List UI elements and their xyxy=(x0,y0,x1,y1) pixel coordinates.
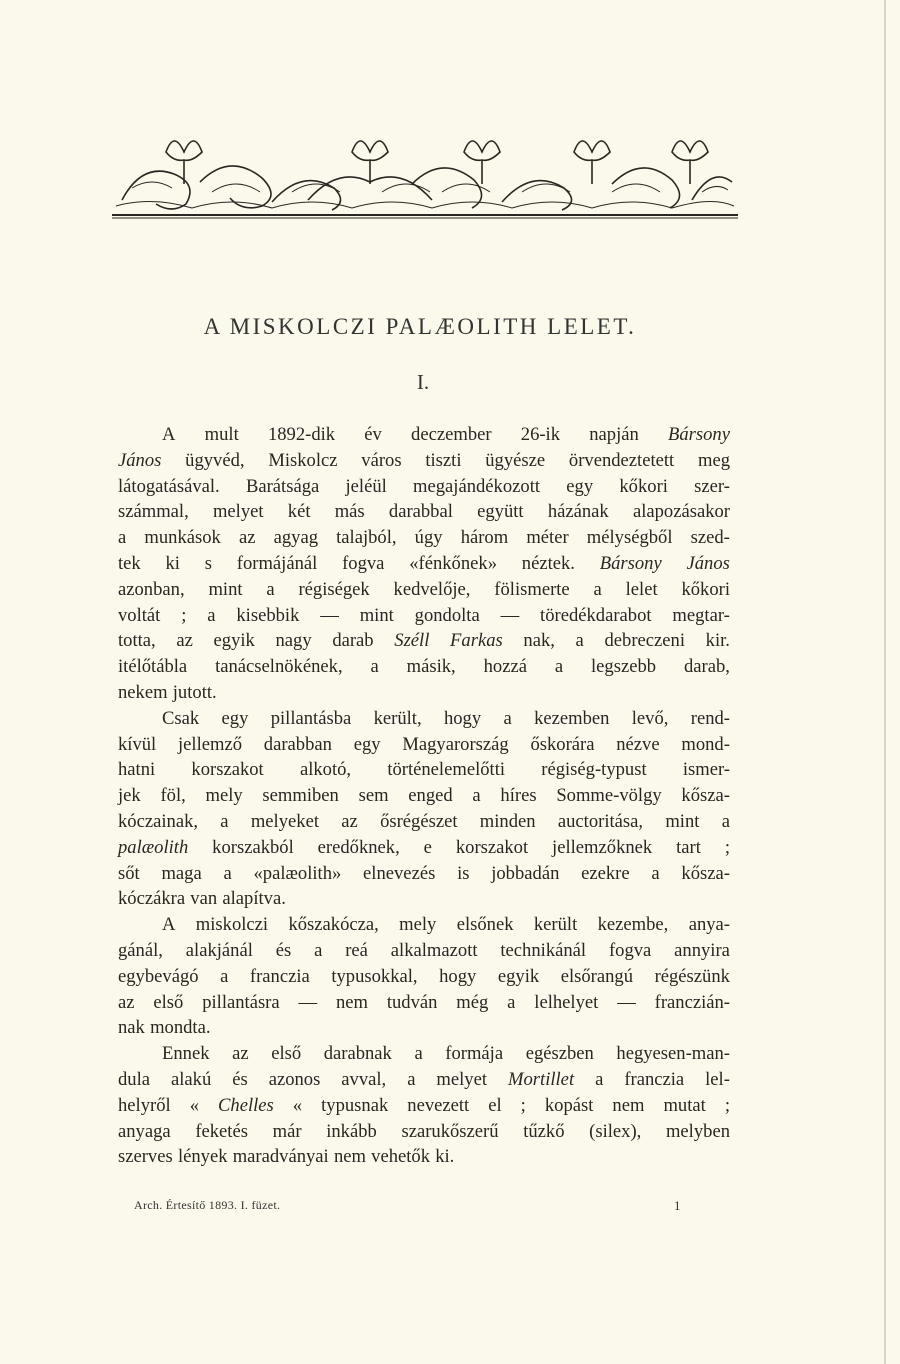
word: azonban, xyxy=(118,578,185,600)
word: kősza- xyxy=(681,862,730,884)
word: szarukőszerű xyxy=(401,1120,499,1142)
word: tudván xyxy=(386,991,438,1013)
word: régiség-typust xyxy=(541,759,647,781)
word: darab xyxy=(332,630,374,652)
word: agyag xyxy=(273,527,318,549)
word: Magyarország xyxy=(402,733,509,755)
word: őskorára xyxy=(530,733,595,755)
word: mint xyxy=(665,810,700,832)
word: alakú xyxy=(170,1068,212,1090)
word: tiszti xyxy=(425,449,462,471)
word: «palæolith» xyxy=(253,862,342,884)
word: szer- xyxy=(694,475,730,497)
italic-word: Chelles xyxy=(218,1094,274,1116)
word: egyik xyxy=(213,630,255,652)
word: ügyvéd, xyxy=(185,449,245,471)
word: kezemben xyxy=(534,707,610,729)
word: 26-ik xyxy=(520,424,561,445)
word: fölismerte xyxy=(494,578,570,600)
word: került, xyxy=(373,707,422,729)
word: megajándékozott xyxy=(413,475,541,497)
word: mely xyxy=(205,785,243,807)
text-line xyxy=(118,474,730,500)
word: a xyxy=(507,991,516,1013)
word: a xyxy=(651,862,660,884)
word: tűzkő xyxy=(523,1120,565,1142)
word: ki. xyxy=(435,1146,455,1168)
footer-source: Arch. Értesítő 1893. I. füzet. xyxy=(134,1198,281,1212)
word: föl, xyxy=(160,785,186,807)
text-line xyxy=(118,938,730,964)
word: melyben xyxy=(665,1120,730,1142)
word: voltát xyxy=(118,604,161,626)
word: eredőknek, xyxy=(317,836,400,858)
word: örvendeztetett xyxy=(568,449,675,471)
word: régészünk xyxy=(654,965,730,987)
word: jek xyxy=(118,785,141,807)
word: hatni xyxy=(118,759,156,781)
word: deczember xyxy=(411,424,492,445)
text-line xyxy=(118,1067,730,1093)
word: mélységből xyxy=(586,527,673,549)
word: egy xyxy=(221,707,249,729)
word: lel- xyxy=(705,1068,730,1090)
word: lelet xyxy=(625,578,658,600)
word: a xyxy=(207,604,216,626)
word: nak xyxy=(118,1017,145,1039)
word: avval, xyxy=(341,1068,387,1090)
word: mult xyxy=(204,424,239,445)
word: alkalmazott xyxy=(390,939,478,961)
text-line xyxy=(118,809,730,835)
text-line xyxy=(118,886,730,912)
word: ezekre xyxy=(581,862,630,884)
word: feketés xyxy=(195,1120,248,1142)
text-line xyxy=(118,861,730,887)
word: kőkori xyxy=(681,578,730,600)
word: mint xyxy=(359,604,394,626)
word: még xyxy=(456,991,489,1013)
text-line xyxy=(118,499,730,525)
text-line xyxy=(118,990,730,1016)
word: szed- xyxy=(690,527,730,549)
word: miskolczi xyxy=(195,914,269,936)
word: kir. xyxy=(705,630,730,652)
word: méter xyxy=(526,527,569,549)
word: és xyxy=(232,1068,248,1090)
word: fogva xyxy=(608,939,652,961)
word: a xyxy=(407,1068,416,1090)
word: ügyésze xyxy=(485,449,546,471)
word: és xyxy=(275,939,292,961)
word: alakjánál xyxy=(185,939,253,961)
word: két xyxy=(287,501,311,523)
word: Ennek xyxy=(162,1043,210,1065)
word: azonos xyxy=(268,1068,321,1090)
page-number: 1 xyxy=(674,1198,681,1213)
word: tanácselnökének, xyxy=(215,656,343,678)
paragraph xyxy=(118,1041,730,1170)
word: a xyxy=(595,1068,604,1090)
word: egy xyxy=(566,475,594,497)
word: maga xyxy=(161,862,202,884)
text-line xyxy=(118,1041,730,1067)
word: az xyxy=(118,991,135,1013)
word: franczia xyxy=(249,965,310,987)
word: totta, xyxy=(118,630,156,652)
word: a xyxy=(472,785,481,807)
word: dula xyxy=(118,1068,151,1090)
word: talajból, xyxy=(336,527,397,549)
word: az xyxy=(232,1043,249,1065)
word: egybevágó xyxy=(118,965,199,987)
word: hozzá xyxy=(483,656,527,678)
word: kőkori xyxy=(619,475,668,497)
word: A xyxy=(162,914,176,936)
word: nem xyxy=(335,991,368,1013)
word: ; xyxy=(520,1094,526,1116)
word: a xyxy=(575,630,584,652)
word: történelemelőtti xyxy=(387,759,506,781)
word: másik, xyxy=(406,656,456,678)
word: « xyxy=(292,1094,303,1116)
word: három xyxy=(460,527,509,549)
italic-word: Farkas xyxy=(450,630,503,652)
word: Csak xyxy=(162,707,200,729)
word: pillantásba xyxy=(270,707,352,729)
word: kóczákra xyxy=(118,888,186,910)
word: kősza- xyxy=(681,785,730,807)
word: pillantásra xyxy=(202,991,280,1013)
article-title: A MISKOLCZI PALÆOLITH LELET. xyxy=(203,314,637,339)
word: jellemző xyxy=(178,733,243,755)
word: házának xyxy=(547,501,609,523)
word: typusokkal, xyxy=(331,965,418,987)
word: úgy xyxy=(414,527,443,549)
word: mutat xyxy=(663,1094,706,1116)
word: a xyxy=(220,965,229,987)
article-body xyxy=(118,422,730,1170)
paragraph xyxy=(118,912,730,1041)
word: korszakot xyxy=(455,836,529,858)
word: egy xyxy=(353,733,381,755)
word: fogva xyxy=(342,552,385,574)
word: nem xyxy=(612,1094,645,1116)
word: melyet xyxy=(436,1068,488,1090)
word: lelhelyet xyxy=(534,991,599,1013)
word: nevezett xyxy=(407,1094,470,1116)
text-line xyxy=(118,525,730,551)
word: kezembe, xyxy=(597,914,669,936)
word: a xyxy=(414,1043,423,1065)
word: töredékdarabot xyxy=(540,604,652,626)
text-line xyxy=(118,706,730,732)
italic-word: Széll xyxy=(394,630,430,652)
word: a xyxy=(503,707,512,729)
text-line xyxy=(118,1144,730,1170)
word: formája xyxy=(445,1043,504,1065)
word: anyaga xyxy=(118,1120,171,1142)
text-line xyxy=(118,628,730,654)
word: a xyxy=(554,656,564,678)
word: a xyxy=(223,862,232,884)
italic-word: Bársony xyxy=(667,424,730,445)
word: év xyxy=(364,424,382,445)
word: kőszakócza, xyxy=(288,914,379,936)
word: levő, xyxy=(631,707,669,729)
word: a xyxy=(314,939,323,961)
word: lények xyxy=(177,1146,228,1168)
word: — xyxy=(617,991,636,1013)
word: sőt xyxy=(118,862,140,884)
word: — xyxy=(500,604,520,626)
word: munkások xyxy=(144,527,221,549)
word: maradványai xyxy=(232,1146,329,1168)
word: mondta. xyxy=(150,1017,211,1039)
word: a xyxy=(118,527,127,549)
italic-word: János xyxy=(686,552,730,574)
word: van xyxy=(190,888,218,910)
word: nekem xyxy=(118,681,168,703)
word: elsőnek xyxy=(456,914,514,936)
word: ősrégészet xyxy=(380,810,458,832)
italic-word: palæolith xyxy=(118,836,189,858)
word: rend- xyxy=(690,707,730,729)
word: alapítva. xyxy=(222,888,286,910)
text-line xyxy=(118,551,730,577)
word: Miskolcz xyxy=(268,449,338,471)
word: tek xyxy=(118,552,141,574)
word: a xyxy=(220,810,229,832)
text-line xyxy=(118,964,730,990)
word: itélőtábla xyxy=(118,656,188,678)
word: első xyxy=(153,991,184,1013)
word: nagy xyxy=(275,630,312,652)
italic-word: Bársony xyxy=(599,552,662,574)
paragraph xyxy=(118,706,730,912)
word: Somme-völgy xyxy=(556,785,662,807)
text-line xyxy=(118,757,730,783)
word: sem xyxy=(358,785,389,807)
word: gondolta xyxy=(414,604,480,626)
word: alapozásakor xyxy=(632,501,730,523)
word: mely xyxy=(399,914,437,936)
word: az xyxy=(176,630,193,652)
word: napján xyxy=(589,424,639,445)
word: korszakból xyxy=(212,836,294,858)
word: nézve xyxy=(616,733,660,755)
text-line xyxy=(118,835,730,861)
word: is xyxy=(457,862,470,884)
word: enged xyxy=(408,785,453,807)
word: « xyxy=(189,1094,199,1116)
word: semmiben xyxy=(262,785,339,807)
text-line xyxy=(118,1093,730,1119)
word: alkotó, xyxy=(299,759,352,781)
text-line xyxy=(118,1119,730,1145)
word: elsőrangú xyxy=(560,965,634,987)
word: az xyxy=(341,810,358,832)
word: hogy xyxy=(443,707,482,729)
word: kedvelője, xyxy=(393,578,471,600)
paragraph xyxy=(118,422,730,706)
word: hogy xyxy=(439,965,477,987)
word: ki xyxy=(165,552,180,574)
word: franczia xyxy=(624,1068,685,1090)
word: a xyxy=(721,810,730,832)
text-line xyxy=(118,654,730,680)
word: került xyxy=(533,914,578,936)
word: jeléül xyxy=(345,475,387,497)
word: darabnak xyxy=(323,1043,392,1065)
word: más xyxy=(334,501,365,523)
text-line xyxy=(118,783,730,809)
word: számmal, xyxy=(118,501,189,523)
word: s xyxy=(204,552,212,574)
word: ismer- xyxy=(682,759,730,781)
word: annyira xyxy=(674,939,730,961)
word: Barátsága xyxy=(245,475,320,497)
word: franczián- xyxy=(654,991,730,1013)
word: jobbadán xyxy=(491,862,560,884)
text-line xyxy=(118,732,730,758)
section-number: I. xyxy=(416,370,430,394)
word: kóczainak, xyxy=(118,810,199,832)
italic-word: János xyxy=(118,449,162,471)
word: kopást xyxy=(544,1094,594,1116)
word: A xyxy=(162,424,176,445)
word: inkább xyxy=(326,1120,377,1142)
word: korszakot xyxy=(191,759,264,781)
word: együtt xyxy=(477,501,524,523)
word: ; xyxy=(724,836,730,858)
word: typusnak xyxy=(321,1094,389,1116)
word: város xyxy=(361,449,402,471)
word: első xyxy=(271,1043,302,1065)
word: e xyxy=(423,836,432,858)
word: egyik xyxy=(497,965,540,987)
text-line xyxy=(118,603,730,629)
ornamental-headpiece xyxy=(112,122,738,220)
text-line xyxy=(118,912,730,938)
word: helyről xyxy=(118,1094,171,1116)
word: vehetők xyxy=(371,1146,431,1168)
word: már xyxy=(272,1120,302,1142)
word: nem xyxy=(333,1146,366,1168)
word: darab, xyxy=(683,656,730,678)
word: kívül xyxy=(118,733,157,755)
word: elnevezés xyxy=(363,862,436,884)
word: hegyesen-man- xyxy=(616,1043,730,1065)
text-line xyxy=(118,1015,730,1041)
word: tart xyxy=(676,836,701,858)
word: gánál, xyxy=(118,939,163,961)
word: jutott. xyxy=(172,681,217,703)
word: jellemzőknek xyxy=(552,836,653,858)
word: (silex), xyxy=(589,1120,642,1142)
word: látogatásával. xyxy=(118,475,220,497)
word: kisebbik xyxy=(236,604,300,626)
word: egészben xyxy=(525,1043,594,1065)
word: ; xyxy=(724,1094,730,1116)
word: technikánál xyxy=(500,939,587,961)
word: híres xyxy=(500,785,537,807)
word: mint xyxy=(208,578,243,600)
word: — xyxy=(298,991,318,1013)
word: melyeket xyxy=(250,810,319,832)
word: formájánál xyxy=(236,552,318,574)
word: minden xyxy=(479,810,536,832)
word: darabban xyxy=(263,733,332,755)
word: meg xyxy=(697,449,730,471)
text-line xyxy=(118,422,730,448)
word: régiségek xyxy=(298,578,370,600)
text-line xyxy=(118,448,730,474)
word: auctoritása, xyxy=(557,810,644,832)
word: 1892-dik xyxy=(267,424,336,445)
word: «fénkőnek» xyxy=(409,552,497,574)
word: melyet xyxy=(212,501,264,523)
word: — xyxy=(320,604,339,626)
page-edge xyxy=(884,0,886,1364)
text-line xyxy=(118,577,730,603)
word: az xyxy=(238,527,256,549)
word: el xyxy=(488,1094,502,1116)
word: mond- xyxy=(681,733,730,755)
word: megtar- xyxy=(672,604,730,626)
word: a xyxy=(266,578,275,600)
word: darabbal xyxy=(388,501,453,523)
word: reá xyxy=(345,939,368,961)
word: debreczeni xyxy=(604,630,685,652)
word: a xyxy=(370,656,379,678)
word: legszebb xyxy=(591,656,657,678)
text-line xyxy=(118,680,730,706)
word: nak, xyxy=(523,630,555,652)
word: ; xyxy=(181,604,187,626)
word: szerves xyxy=(118,1146,173,1168)
word: anya- xyxy=(688,914,730,936)
italic-word: Mortillet xyxy=(508,1068,575,1090)
page-footer xyxy=(0,1198,900,1218)
word: néztek. xyxy=(521,552,575,574)
word: a xyxy=(593,578,602,600)
